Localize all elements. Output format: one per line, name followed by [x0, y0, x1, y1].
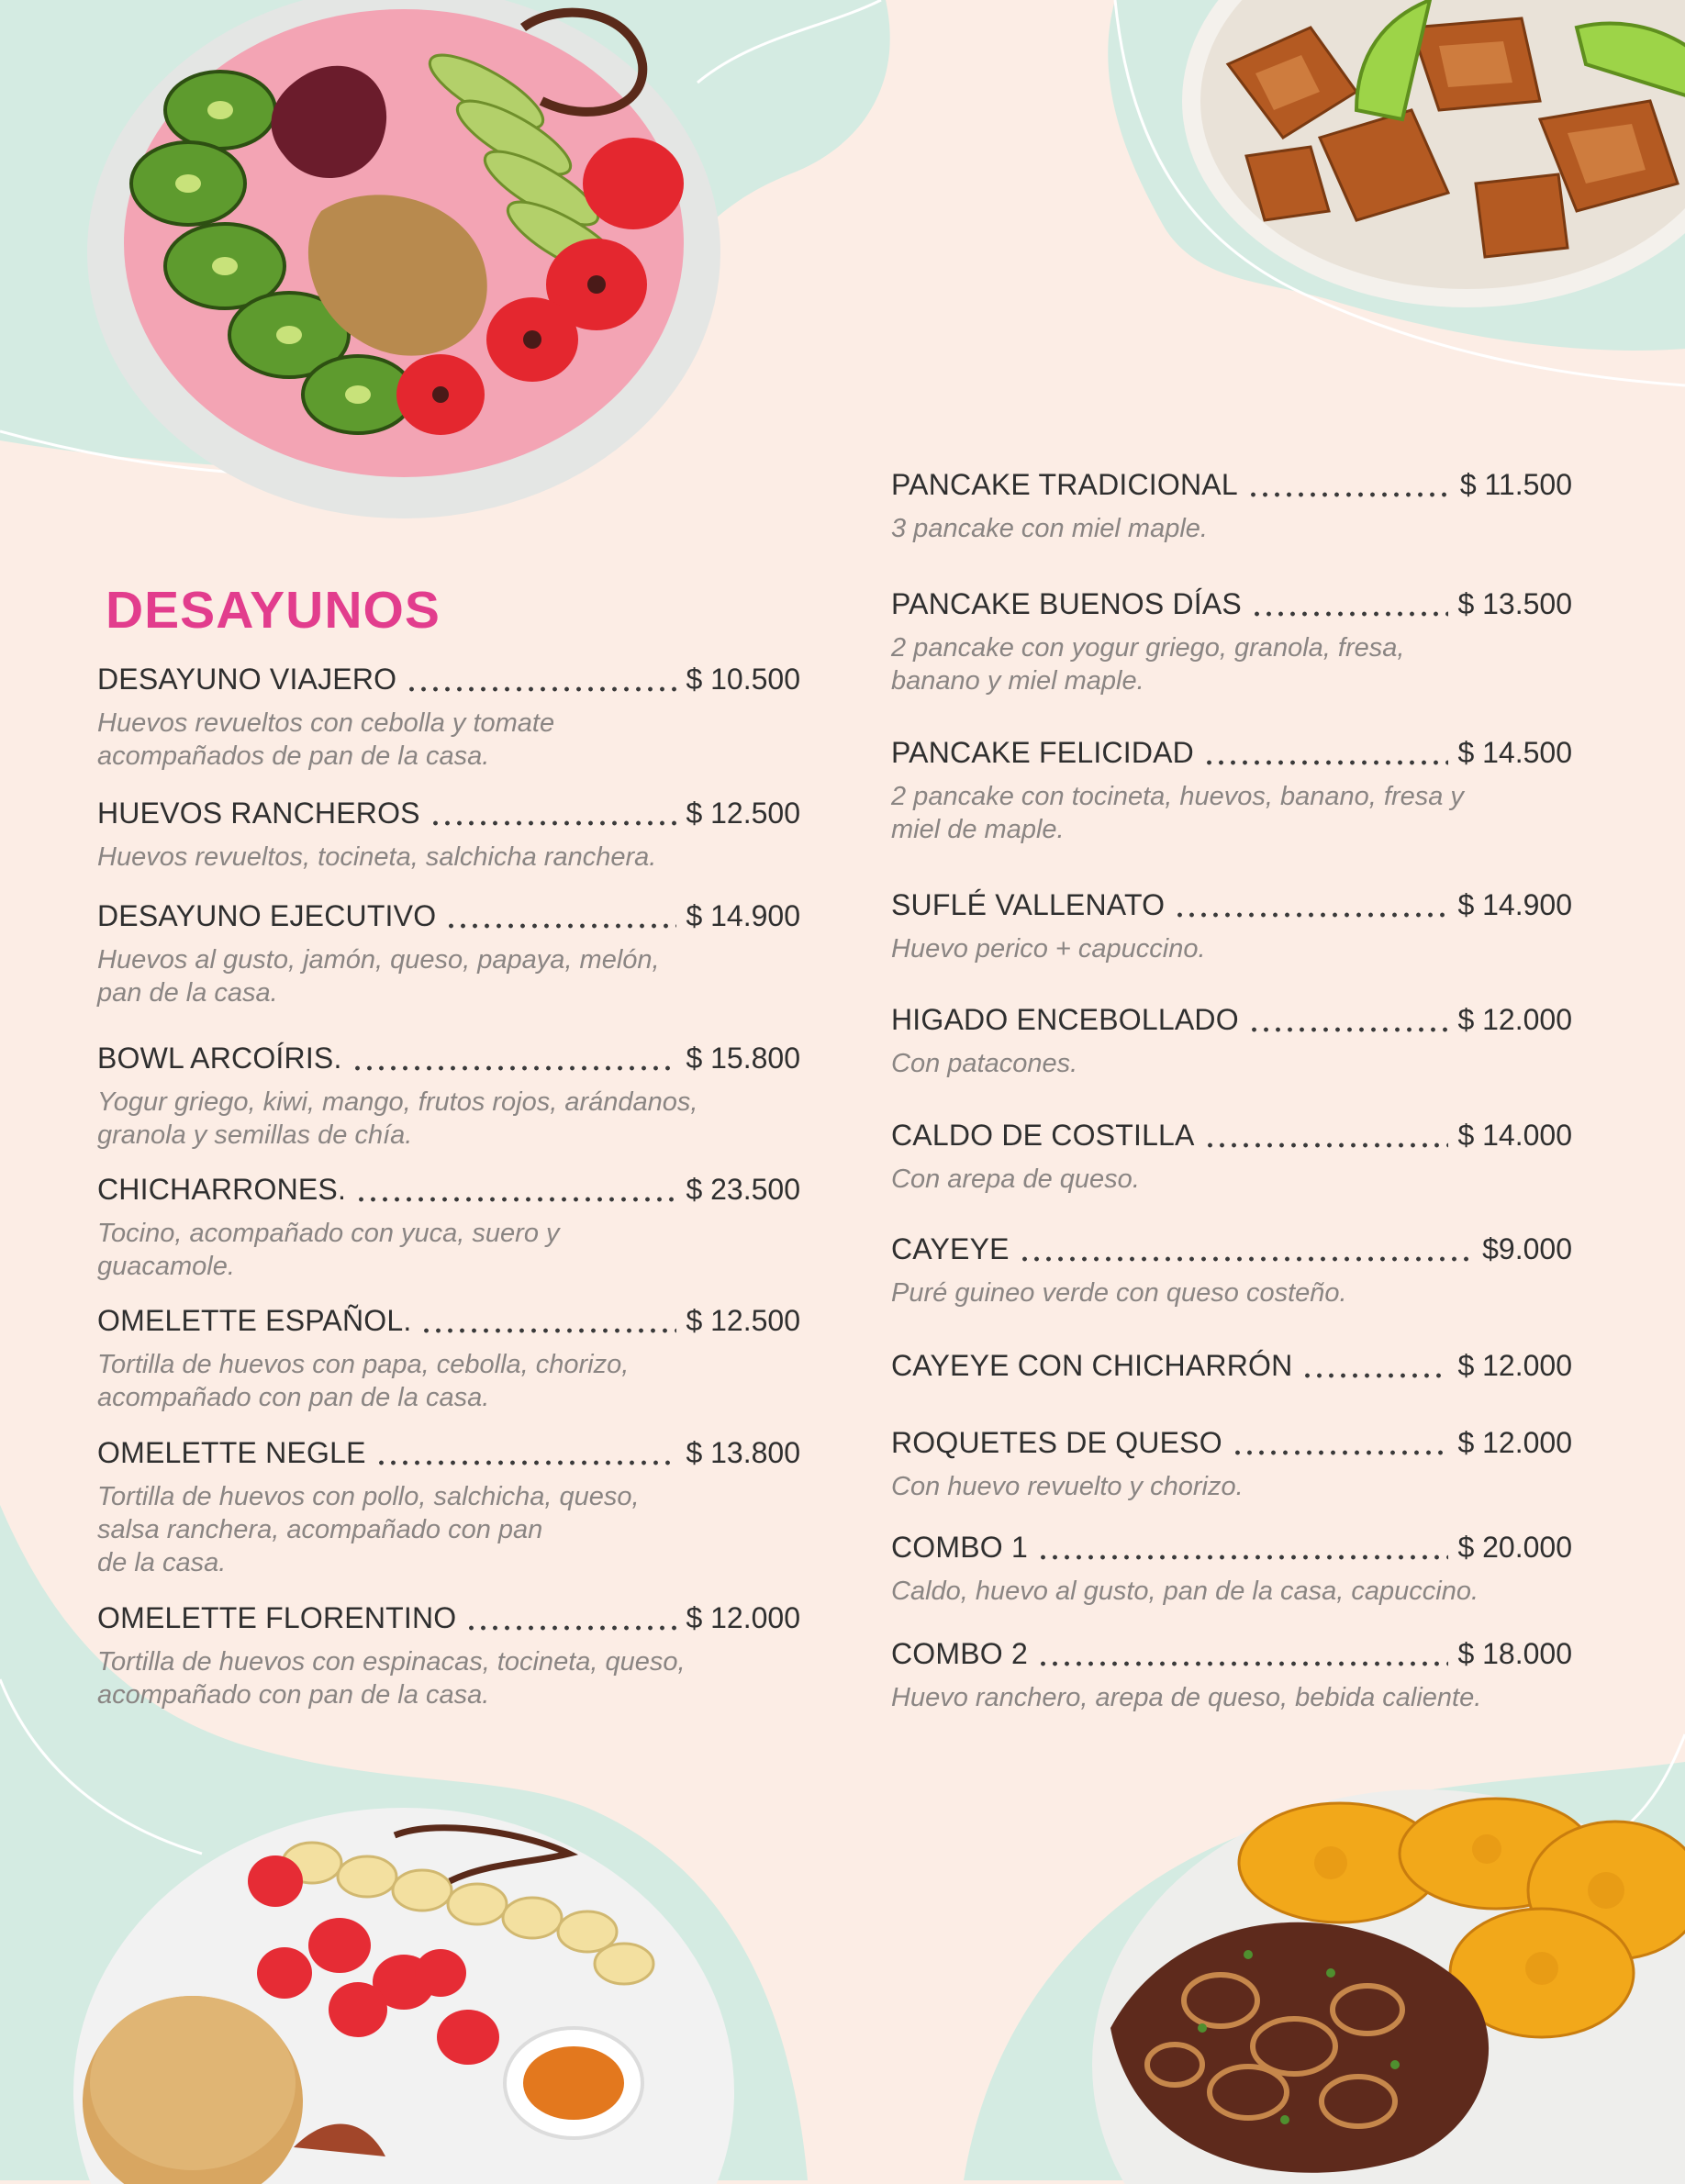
menu-item — [891, 1349, 1572, 1389]
item-price: $ 12.500 — [686, 797, 800, 830]
dot-leader — [1251, 611, 1448, 617]
item-description: Yogur griego, kiwi, mango, frutos rojos, arándanos, granola y semillas de chía. — [97, 1087, 698, 1150]
menu-item — [97, 797, 800, 874]
item-description: Con patacones. — [891, 1049, 1078, 1078]
item-description: Huevos revueltos, tocineta, salchicha ranchera. — [97, 842, 657, 872]
item-name: PANCAKE TRADICIONAL — [891, 468, 1238, 501]
dot-leader — [1019, 1256, 1473, 1262]
dot-leader — [375, 1460, 677, 1465]
item-price: $ 12.000 — [1457, 1349, 1572, 1382]
item-description: 2 pancake con yogur griego, granola, fresa, banano y miel maple. — [891, 633, 1405, 696]
dot-leader — [1301, 1373, 1448, 1378]
item-description: Tortilla de huevos con pollo, salchicha, queso, salsa ranchera, acompañado con pan de la casa. — [97, 1482, 640, 1577]
menu-item — [97, 1436, 800, 1579]
item-name: OMELETTE FLORENTINO — [97, 1601, 457, 1634]
dot-leader — [406, 686, 676, 692]
menu-item — [891, 1003, 1572, 1080]
item-description: 2 pancake con tocineta, huevos, banano, fresa y miel de maple. — [891, 782, 1464, 844]
item-price: $ 13.500 — [1457, 587, 1572, 620]
item-price: $ 11.500 — [1459, 468, 1572, 501]
menu-item — [891, 1119, 1572, 1196]
item-description: Huevo ranchero, arepa de queso, bebida caliente. — [891, 1683, 1482, 1712]
dot-leader — [1247, 492, 1451, 497]
menu-item — [891, 888, 1572, 965]
dot-leader — [1037, 1554, 1448, 1560]
dot-leader — [352, 1065, 677, 1071]
item-price: $ 12.000 — [1457, 1003, 1572, 1036]
item-name: PANCAKE BUENOS DÍAS — [891, 587, 1242, 620]
menu-item — [97, 1601, 800, 1711]
item-name: DESAYUNO VIAJERO — [97, 663, 397, 696]
item-name: SUFLÉ VALLENATO — [891, 888, 1166, 921]
menu-item — [891, 1531, 1572, 1608]
item-name: HIGADO ENCEBOLLADO — [891, 1003, 1239, 1036]
item-name: PANCAKE FELICIDAD — [891, 736, 1194, 769]
item-price: $ 12.000 — [686, 1601, 800, 1634]
chicharron-plate-image — [1173, 0, 1685, 312]
dot-leader — [1204, 1142, 1449, 1148]
item-price: $ 15.800 — [686, 1042, 800, 1075]
item-name: COMBO 1 — [891, 1531, 1028, 1564]
liver-plate-image — [1065, 1789, 1685, 2184]
item-price: $ 10.500 — [686, 663, 800, 696]
item-name: CAYEYE — [891, 1232, 1010, 1265]
item-name: DESAYUNO EJECUTIVO — [97, 899, 437, 932]
dot-leader — [1248, 1027, 1449, 1032]
item-price: $ 20.000 — [1457, 1531, 1572, 1564]
dot-leader — [465, 1625, 676, 1631]
item-name: ROQUETES DE QUESO — [891, 1426, 1222, 1459]
item-price: $ 14.500 — [1457, 736, 1572, 769]
menu-item — [891, 468, 1572, 545]
menu-item — [891, 587, 1572, 697]
item-description: Tortilla de huevos con papa, cebolla, chorizo, acompañado con pan de la casa. — [97, 1350, 630, 1412]
pancake-plate-image — [55, 1799, 734, 2184]
menu-item — [97, 1304, 800, 1414]
menu-item — [97, 899, 800, 1009]
item-name: OMELETTE ESPAÑOL. — [97, 1304, 412, 1337]
menu-item — [97, 1042, 800, 1152]
dot-leader — [430, 820, 677, 826]
item-price: $ 14.900 — [1457, 888, 1572, 921]
item-description: Huevo perico + capuccino. — [891, 934, 1206, 964]
item-description: Huevos al gusto, jamón, queso, papaya, melón, pan de la casa. — [97, 945, 660, 1008]
item-price: $ 12.500 — [686, 1304, 800, 1337]
item-description: Con arepa de queso. — [891, 1164, 1140, 1194]
dot-leader — [1203, 760, 1448, 765]
item-name: CAYEYE CON CHICHARRÓN — [891, 1349, 1293, 1382]
item-price: $ 14.000 — [1457, 1119, 1572, 1152]
item-description: Huevos revueltos con cebolla y tomate acompañados de pan de la casa. — [97, 708, 555, 771]
item-name: CALDO DE COSTILLA — [891, 1119, 1195, 1152]
menu-item — [891, 1232, 1572, 1309]
item-description: 3 pancake con miel maple. — [891, 514, 1208, 543]
item-description: Caldo, huevo al gusto, pan de la casa, capuccino. — [891, 1577, 1479, 1606]
dot-leader — [420, 1328, 676, 1333]
dot-leader — [1232, 1450, 1449, 1455]
item-description: Tortilla de huevos con espinacas, tocineta, queso, acompañado con pan de la casa. — [97, 1647, 686, 1710]
dot-leader — [1037, 1661, 1448, 1666]
item-price: $ 18.000 — [1457, 1637, 1572, 1670]
item-price: $ 12.000 — [1457, 1426, 1572, 1459]
dot-leader — [445, 923, 676, 929]
item-price: $ 13.800 — [686, 1436, 800, 1469]
dot-leader — [1174, 912, 1448, 918]
item-name: COMBO 2 — [891, 1637, 1028, 1670]
menu-item — [97, 663, 800, 773]
fruit-bowl-image — [83, 0, 725, 523]
item-name: HUEVOS RANCHEROS — [97, 797, 420, 830]
item-description: Puré guineo verde con queso costeño. — [891, 1278, 1347, 1308]
item-name: BOWL ARCOÍRIS. — [97, 1042, 342, 1075]
item-price: $ 14.900 — [686, 899, 800, 932]
menu-item — [97, 1173, 800, 1283]
dot-leader — [355, 1197, 676, 1202]
item-price: $9.000 — [1482, 1232, 1572, 1265]
menu-item — [891, 1426, 1572, 1503]
item-name: OMELETTE NEGLE — [97, 1436, 366, 1469]
item-description: Tocino, acompañado con yuca, suero y guacamole. — [97, 1219, 560, 1281]
menu-item — [891, 1637, 1572, 1714]
item-name: CHICHARRONES. — [97, 1173, 347, 1206]
section-title: DESAYUNOS — [106, 581, 441, 640]
menu-item — [891, 736, 1572, 846]
item-description: Con huevo revuelto y chorizo. — [891, 1472, 1244, 1501]
item-price: $ 23.500 — [686, 1173, 800, 1206]
